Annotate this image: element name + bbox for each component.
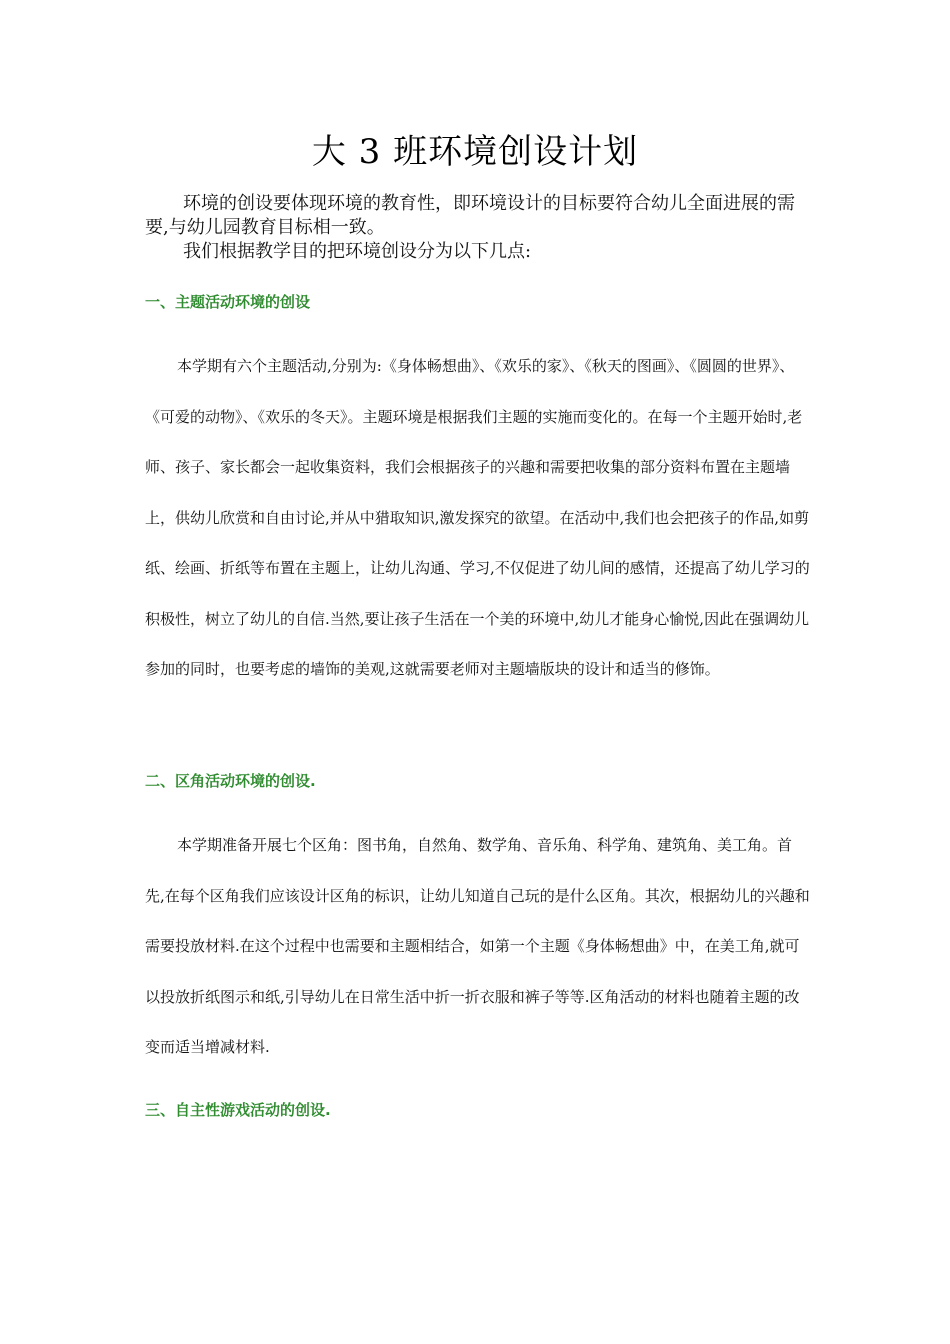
section-paragraph: 本学期准备开展七个区角：图书角，自然角、数学角、音乐角、科学角、建筑角、美工角。首先,在每个区角我们应该设计区角的标识，让幼儿知道自己玩的是什么区角。其次，根据幼儿的兴趣和需要投放材料.在这个过程中也需要和主题相结合，如第一个主题《身体畅想曲》中，在美工角,就可以投放折纸图示和纸,引导幼儿在日常生活中折一折衣服和裤子等等.区角活动的材料也随着主题的改变而适当增减材料. — [145, 836, 810, 1056]
page-title: 大 3 班环境创设计划 — [311, 132, 639, 172]
section-body-theme-environment — [145, 341, 811, 695]
section-heading-autonomous-games: 三、自主性游戏活动的创设. — [145, 1101, 331, 1119]
intro-paragraph: 环境的创设要体现环境的教育性，即环境设计的目标要符合幼儿全面进展的需要,与幼儿园教育目标相一致。 — [145, 193, 795, 238]
section-paragraph: 本学期有六个主题活动,分别为:《身体畅想曲》、《欢乐的家》、《秋天的图画》、《圆圆的世界》、《可爱的动物》、《欢乐的冬天》。主题环境是根据我们主题的实施而变化的。在每一个主题开始时,老师、孩子、家长都会一起收集资料，我们会根据孩子的兴趣和需要把收集的部分资料布置在主题墙上，供幼儿欣赏和自由讨论,并从中猎取知识,激发探究的欲望。在活动中,我们也会把孩子的作品,如剪纸、绘画、折纸等布置在主题上，让幼儿沟通、学习,不仅促进了幼儿间的感情，还提高了幼儿学习的积极性，树立了幼儿的自信.当然,要让孩子生活在一个美的环境中,幼儿才能身心愉悦,因此在强调幼儿参加的同时，也要考虑的墙饰的美观,这就需要老师对主题墙版块的设计和适当的修饰。 — [145, 357, 810, 678]
section-body-corner-environment — [145, 820, 811, 1073]
section-heading-corner-environment: 二、区角活动环境的创设. — [145, 772, 316, 790]
section-heading-theme-environment: 一、主题活动环境的创设 — [145, 293, 311, 311]
intro-section — [145, 192, 805, 264]
intro-paragraph-points: 我们根据教学目的把环境创设分为以下几点: — [183, 241, 532, 262]
